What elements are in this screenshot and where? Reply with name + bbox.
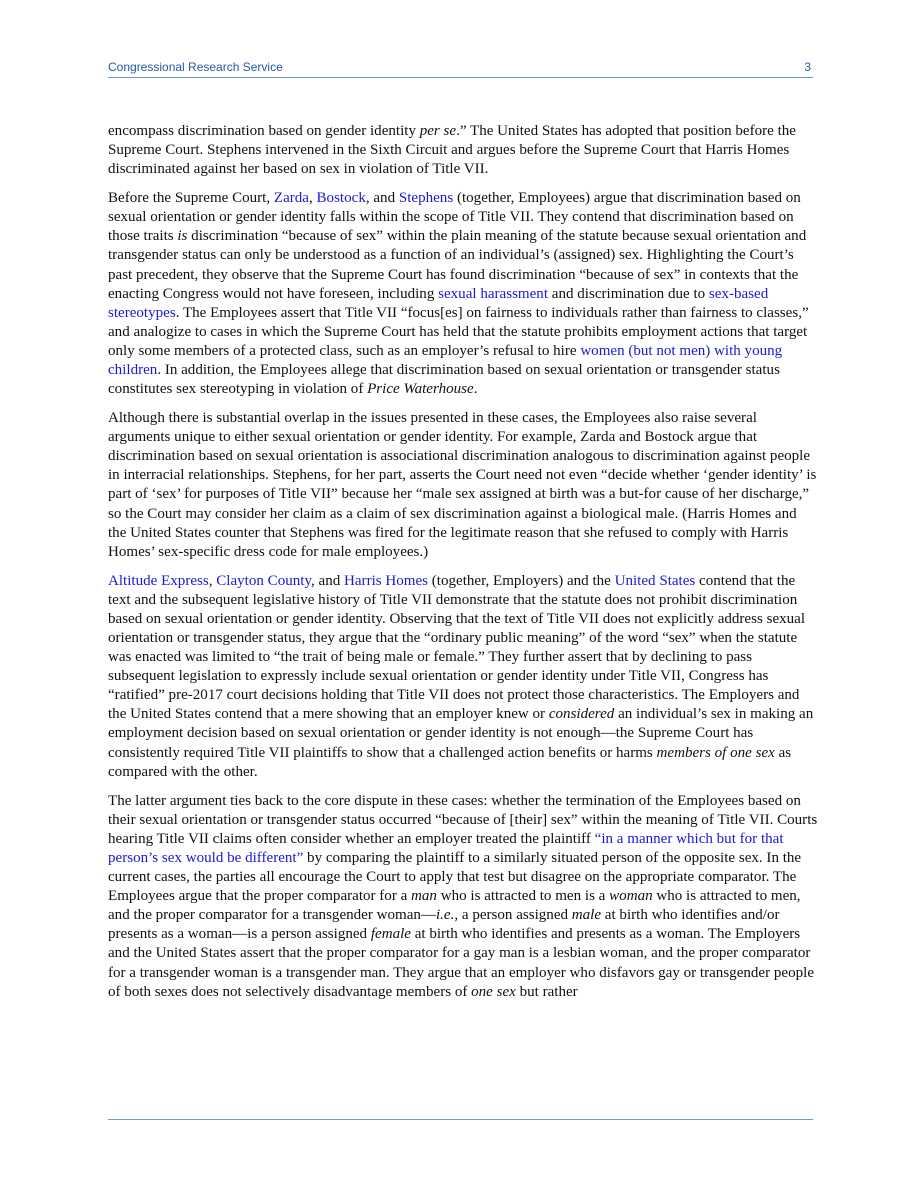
text-run: The latter argument ties back to the core dispute in these cases: whether the termination of the Employees based on their sexual orientation or transgender status occurred “because of [their] sex” within the meaning of Title VII. Courts hearing Title VII claims often consider whether an employer treated the plaintiff <box>108 792 818 847</box>
text-run: . The Employees assert that Title VII “focus[es] on fairness to individuals rather than fairness to classes,” and analogize to cases in which the Supreme Court has held that the statute prohibits employment actions that target only some members of a protected class, such as an employer’s refusal to hire <box>108 304 809 359</box>
link-sexual-harassment[interactable]: sexual harassment <box>438 285 549 302</box>
link-united-states[interactable]: United States <box>614 572 696 589</box>
link-zarda[interactable]: Zarda <box>273 190 309 207</box>
text-run: encompass discrimination based on gender identity <box>108 123 420 139</box>
text-run: Before the Supreme Court, <box>108 190 274 207</box>
page-number: 3 <box>804 60 811 74</box>
paragraph <box>108 792 818 1002</box>
text-run: , a person assigned <box>454 907 572 924</box>
italic-text: considered <box>548 706 615 723</box>
italic-text: members of one sex <box>656 744 775 761</box>
paragraph <box>108 122 818 179</box>
body-text <box>108 122 818 1012</box>
text-run: at birth who identifies and presents as a woman. The Employers and the United States assert that the proper comparator for a gay man is a lesbian woman, and the proper comparator for a transgender woman is a transgender man. They argue that an employer who disfavors gay or transgender people of both sexes does not selectively disadvantage members of <box>108 926 814 1000</box>
text-run: by comparing the plaintiff to a similarly situated person of the opposite sex. In the current cases, the parties all encourage the Court to apply that test but disagree on the appropriate comparator. The Employees argue that the proper comparator for a <box>108 849 802 905</box>
text-run: an individual’s sex in making an employment decision based on sexual orientation or gender identity is not enough—the Supreme Court has consistently required Title VII plaintiffs to show that a challenged action benefits or harms <box>108 706 814 761</box>
text-run: and discrimination due to <box>548 285 709 302</box>
running-header <box>108 57 813 78</box>
footer-rule <box>108 1119 813 1120</box>
italic-text: Price Waterhouse <box>367 381 474 398</box>
link-bostock[interactable]: Bostock <box>316 190 366 207</box>
text-run: discrimination “because of sex” within the plain meaning of the statute because sexual orientation and transgender status can only be understood as a function of an individual’s (assigned) sex. Highlighting the Court’s past precedent, they observe that the Supreme Court has found discrimination “because of sex” in contexts that the enacting Congress would not have foreseen, including <box>108 228 807 302</box>
link-harris-homes[interactable]: Harris Homes <box>344 572 429 589</box>
link-women-with-young-children[interactable]: women (but not men) with young children <box>108 342 783 379</box>
text-run: , <box>308 190 317 207</box>
italic-text: one sex <box>471 983 516 1000</box>
text-run: (together, Employers) and the <box>428 572 615 589</box>
italic-text: male <box>571 907 602 924</box>
text-run: Although there is substantial overlap in the issues presented in these cases, the Employees also raise several arguments unique to either sexual orientation or gender identity. For example, Zarda and Bostock argue that discrimination based on sexual orientation is associational discrimination analogous to discrimination against people in interracial relationships. Stephens, for her part, asserts the Court need not even “decide whether ‘gender identity’ is part of ‘sex’ for purposes of Title VII” because her “male sex assigned at birth was a but-for cause of her discharge,” so the Court may consider her claim as a claim of sex discrimination against a biological male. (Harris Homes and the United States counter that Stephens was fired for the legitimate reason that she refused to comply with Harris Homes’ sex-specific dress code for male employees.) <box>108 410 817 560</box>
paragraph <box>108 189 818 399</box>
paragraph <box>108 572 818 782</box>
italic-text: man <box>411 888 437 905</box>
link-clayton-county[interactable]: Clayton County <box>216 572 311 589</box>
italic-text: is <box>177 228 188 245</box>
text-run: (together, Employees) argue that discrimination based on sexual orientation or gender identity falls within the scope of Title VII. They contend that discrimination based on those traits <box>108 190 801 245</box>
italic-text: female <box>370 926 411 943</box>
paragraph <box>108 409 818 562</box>
link-sex-based-stereotypes[interactable]: sex-based stereotypes <box>108 285 769 321</box>
text-run: but rather <box>515 983 578 1000</box>
text-run: at birth who identifies and/or presents as a woman—is a person assigned <box>108 907 780 943</box>
link-altitude-express[interactable]: Altitude Express <box>108 572 209 589</box>
text-run: as compared with the other. <box>108 744 792 780</box>
text-run: who is attracted to men, and the proper comparator for a transgender woman— <box>108 888 801 924</box>
header-organization: Congressional Research Service <box>108 60 283 74</box>
text-run: . <box>473 381 478 398</box>
text-run: , and <box>365 190 399 207</box>
italic-text: per se <box>419 123 457 139</box>
text-run: , <box>208 572 217 589</box>
text-run: . In addition, the Employees allege that discrimination based on sexual orientation or transgender status constitutes sex stereotyping in violation of <box>108 362 780 398</box>
italic-text: i.e. <box>435 907 455 924</box>
text-run: .” The United States has adopted that position before the Supreme Court. Stephens intervened in the Sixth Circuit and argues before the Supreme Court that Harris Homes discriminated against her based on sex in violation of Title VII. <box>108 123 796 178</box>
link-but-for-test[interactable]: “in a manner which but for that person’s sex would be different” <box>108 830 784 866</box>
text-run: who is attracted to men is a <box>436 888 610 905</box>
text-run: , and <box>311 572 345 589</box>
italic-text: woman <box>609 888 653 905</box>
text-run: contend that the text and the subsequent legislative history of Title VII demonstrate that the statute does not prohibit discrimination based on sexual orientation or gender identity. Observing that the text of Title VII does not explicitly address sexual orientation or transgender status, they argue that the “ordinary public meaning” of the word “sex” when the statute was enacted was limited to “the trait of being male or female.” They further assert that by declining to pass subsequent legislation to expressly include sexual orientation or gender identity under Title VII, Congress has “ratified” pre-2017 court decisions holding that Title VII does not protect those characteristics. The Employers and the United States contend that a mere showing that an employer knew or <box>108 572 806 723</box>
link-stephens[interactable]: Stephens <box>398 190 454 207</box>
